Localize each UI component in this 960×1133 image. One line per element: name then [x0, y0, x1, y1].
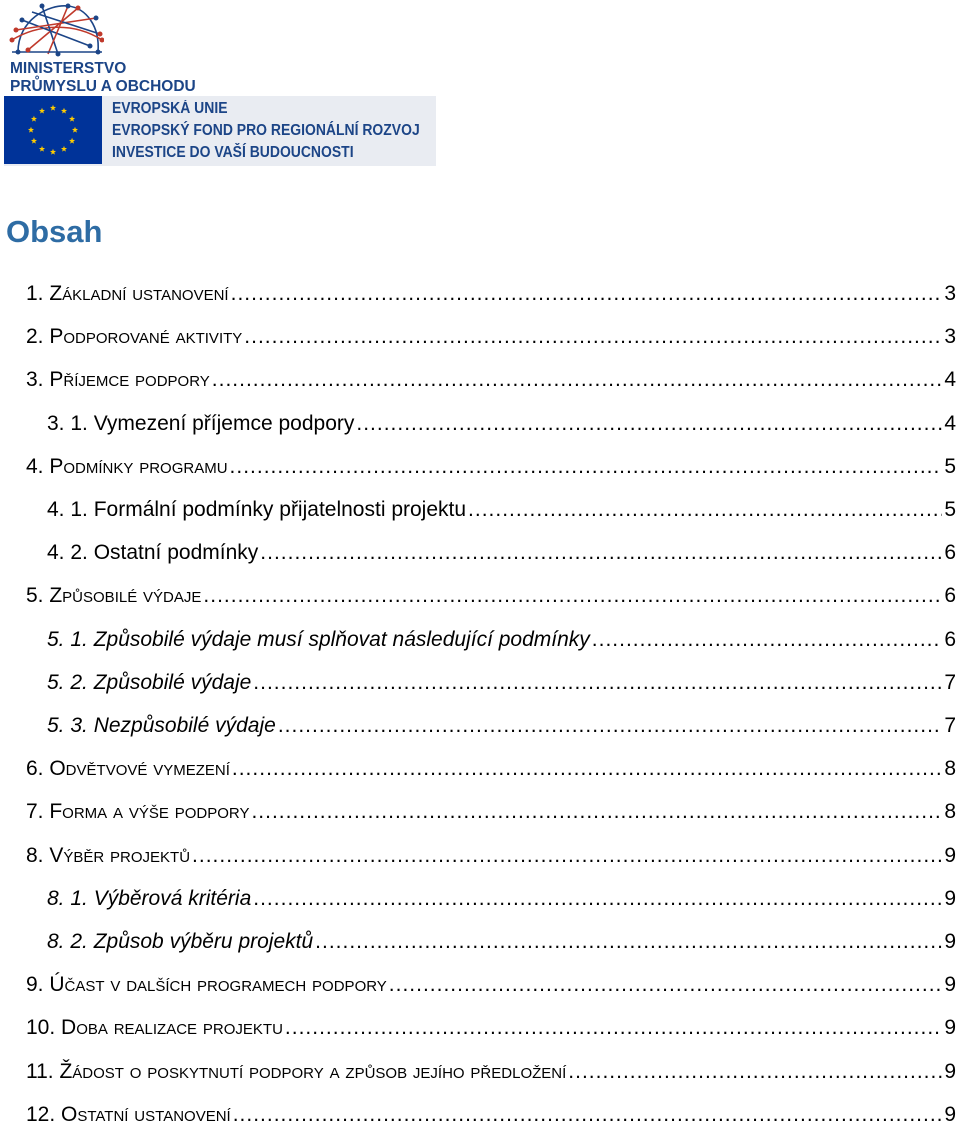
eu-text-line1: EVROPSKÁ UNIE	[112, 100, 228, 117]
toc-entry[interactable]	[47, 881, 956, 911]
toc-entry[interactable]	[26, 578, 956, 608]
toc-entry[interactable]	[47, 708, 956, 738]
toc-dot-leader	[192, 844, 942, 868]
toc-entry-label: 8. 1. Výběrová kritéria	[47, 886, 252, 910]
toc-entry-label: 2. Podporované aktivity	[26, 325, 243, 349]
toc-entry-label: 5. 2. Způsobilé výdaje	[47, 670, 252, 694]
ministry-name-line2: PRŮMYSLU A OBCHODU	[10, 78, 196, 95]
toc-entry[interactable]	[26, 362, 956, 392]
ministry-logo	[4, 0, 234, 100]
toc-entry-page: 9	[944, 930, 956, 953]
toc-entry-label: 5. Způsobilé výdaje	[26, 584, 202, 608]
toc-entry-page: 9	[944, 973, 956, 997]
toc-entry-label: 4. Podmínky programu	[26, 454, 228, 478]
ministry-name	[10, 60, 196, 96]
toc-entry[interactable]	[26, 967, 956, 997]
toc-entry-label: 4. 2. Ostatní podmínky	[47, 541, 259, 565]
toc-dot-leader	[244, 325, 942, 349]
toc-entry[interactable]	[26, 1097, 956, 1127]
toc-entry[interactable]	[26, 838, 956, 868]
toc-entry[interactable]	[47, 535, 956, 565]
toc-entry[interactable]	[26, 1054, 956, 1084]
toc-entry-page: 9	[944, 1016, 956, 1040]
toc-title: Obsah	[6, 214, 103, 249]
toc-dot-leader	[468, 498, 942, 522]
eu-text-line2: EVROPSKÝ FOND PRO REGIONÁLNÍ ROZVOJ	[112, 122, 420, 139]
toc-entry-page: 5	[944, 498, 956, 521]
toc-entry-page: 4	[944, 368, 956, 392]
toc-entry-page: 7	[944, 714, 956, 737]
toc-entry-label: 1. Základní ustanovení	[26, 282, 229, 305]
toc-entry-page: 8	[944, 757, 956, 781]
toc-entry-label: 5. 3. Nezpůsobilé výdaje	[47, 714, 276, 737]
toc-entry[interactable]	[26, 1010, 956, 1040]
toc-entry-page: 3	[944, 282, 956, 305]
toc-dot-leader	[233, 1103, 943, 1127]
header-logos	[0, 0, 440, 170]
eu-text-line3: INVESTICE DO VAŠÍ BUDOUCNOSTI	[112, 144, 354, 161]
toc-dot-leader	[251, 800, 942, 824]
toc-dot-leader	[285, 1016, 942, 1040]
toc-dot-leader	[260, 541, 942, 565]
toc-dot-leader	[315, 930, 942, 954]
toc-entry[interactable]	[26, 319, 956, 349]
toc-entry-page: 6	[944, 584, 956, 608]
toc-entry-label: 8. 2. Způsob výběru projektů	[47, 930, 314, 953]
toc-entry[interactable]	[47, 622, 956, 652]
toc-entry-page: 5	[944, 454, 956, 478]
toc-entry[interactable]	[26, 276, 956, 306]
toc-entry[interactable]	[47, 492, 956, 522]
toc-entry-label: 7. Forma a výše podpory	[26, 800, 250, 824]
ministry-name-line1: MINISTERSTVO	[10, 60, 127, 77]
toc-entry-label: 12. Ostatní ustanovení	[26, 1102, 231, 1126]
toc-dot-leader	[203, 584, 942, 608]
toc-dot-leader	[231, 282, 943, 306]
toc-entry[interactable]	[26, 751, 956, 781]
toc-dot-leader	[232, 757, 942, 781]
toc-entry-label: 9. Účast v dalších programech podpory	[26, 973, 387, 997]
toc-dot-leader	[356, 412, 942, 436]
toc-entry-label: 11. Žádost o poskytnutí podpory a způsob jejího předložení	[26, 1059, 567, 1083]
toc-entry-label: 3. 1. Vymezení příjemce podpory	[47, 411, 355, 435]
toc-entry-label: 8. Výběr projektů	[26, 843, 191, 867]
toc-entry-page: 4	[944, 411, 956, 435]
toc-entry-page: 3	[944, 325, 956, 349]
toc-entry-label: 6. Odvětvové vymezení	[26, 757, 230, 781]
eu-logo	[4, 96, 436, 166]
toc-entry[interactable]	[47, 924, 956, 954]
toc-dot-leader	[212, 368, 943, 392]
toc-dot-leader	[253, 671, 942, 695]
toc-entry-page: 6	[944, 627, 956, 651]
globe-logo-icon	[8, 0, 104, 58]
toc-entry-page: 9	[944, 1059, 956, 1083]
toc-dot-leader	[592, 628, 943, 652]
toc-entry-page: 7	[944, 670, 956, 694]
toc-entry[interactable]	[47, 665, 956, 695]
toc-entry-page: 6	[944, 541, 956, 565]
toc-entry[interactable]	[47, 406, 956, 436]
eu-flag-icon	[4, 96, 102, 164]
toc-dot-leader	[389, 973, 943, 997]
toc-dot-leader	[278, 714, 943, 738]
toc-entry-page: 9	[944, 1102, 956, 1126]
toc-entry[interactable]	[26, 449, 956, 479]
toc-entry-page: 8	[944, 800, 956, 824]
toc-dot-leader	[230, 455, 943, 479]
toc-dot-leader	[253, 887, 942, 911]
toc-entry-label: 5. 1. Způsobilé výdaje musí splňovat následující podmínky	[47, 627, 590, 651]
toc-dot-leader	[568, 1060, 942, 1084]
toc-entry-page: 9	[944, 843, 956, 867]
toc-entry-label: 10. Doba realizace projektu	[26, 1016, 283, 1040]
eu-text	[112, 98, 454, 164]
toc-entry-label: 3. Příjemce podpory	[26, 368, 210, 392]
toc-entry-page: 9	[944, 886, 956, 910]
toc-entry[interactable]	[26, 794, 956, 824]
toc-entry-label: 4. 1. Formální podmínky přijatelnosti projektu	[47, 498, 467, 521]
